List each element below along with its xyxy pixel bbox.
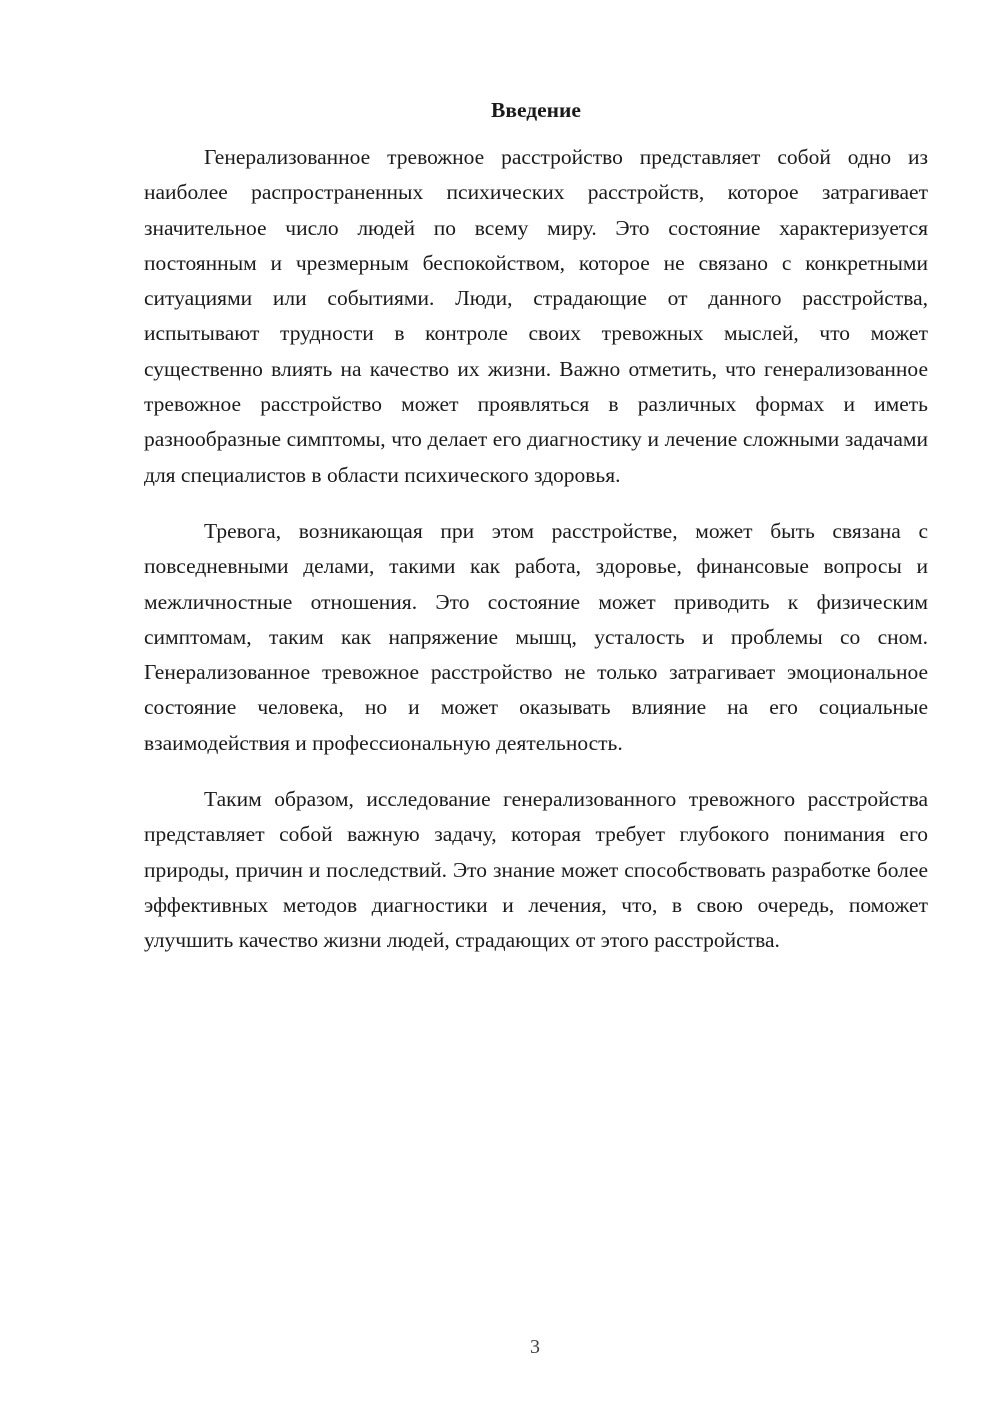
paragraph-2: Тревога, возникающая при этом расстройстве, может быть связана с повседневными делами, такими как работа, здоровье, финансовые вопросы и межличностные отношения. Это состояние может приводить к физическим симптомам, таким как напряжение мышц, усталость и проблемы со сном. Генерализованное тревожное расстройство не только затрагивает эмоциональное состояние человека, но и может оказывать влияние на его социальные взаимодействия и профессиональную деятельность. xyxy=(144,518,928,755)
paragraph-1: Генерализованное тревожное расстройство представляет собой одно из наиболее распространенных психических расстройств, которое затрагивает значительное число людей по всему миру. Это состояние характеризуется постоянным и чрезмерным беспокойством, которое не связано с конкретными ситуациями или событиями. Люди, страдающие от данного расстройства, испытывают трудности в контроле своих тревожных мыслей, что может существенно влиять на качество их жизни. Важно отметить, что генерализованное тревожное расстройство может проявляться в различных формах и иметь разнообразные симптомы, что делает его диагностику и лечение сложными задачами для специалистов в области психического здоровья. xyxy=(144,145,928,487)
page-content xyxy=(144,94,928,980)
page-number: 3 xyxy=(530,1336,540,1358)
paragraph-3: Таким образом, исследование генерализованного тревожного расстройства представляет собой важную задачу, которая требует глубокого понимания его природы, причин и последствий. Это знание может способствовать разработке более эффективных методов диагностики и лечения, что, в свою очередь, поможет улучшить качество жизни людей, страдающих от этого расстройства. xyxy=(144,787,928,953)
section-heading: Введение xyxy=(491,98,581,122)
